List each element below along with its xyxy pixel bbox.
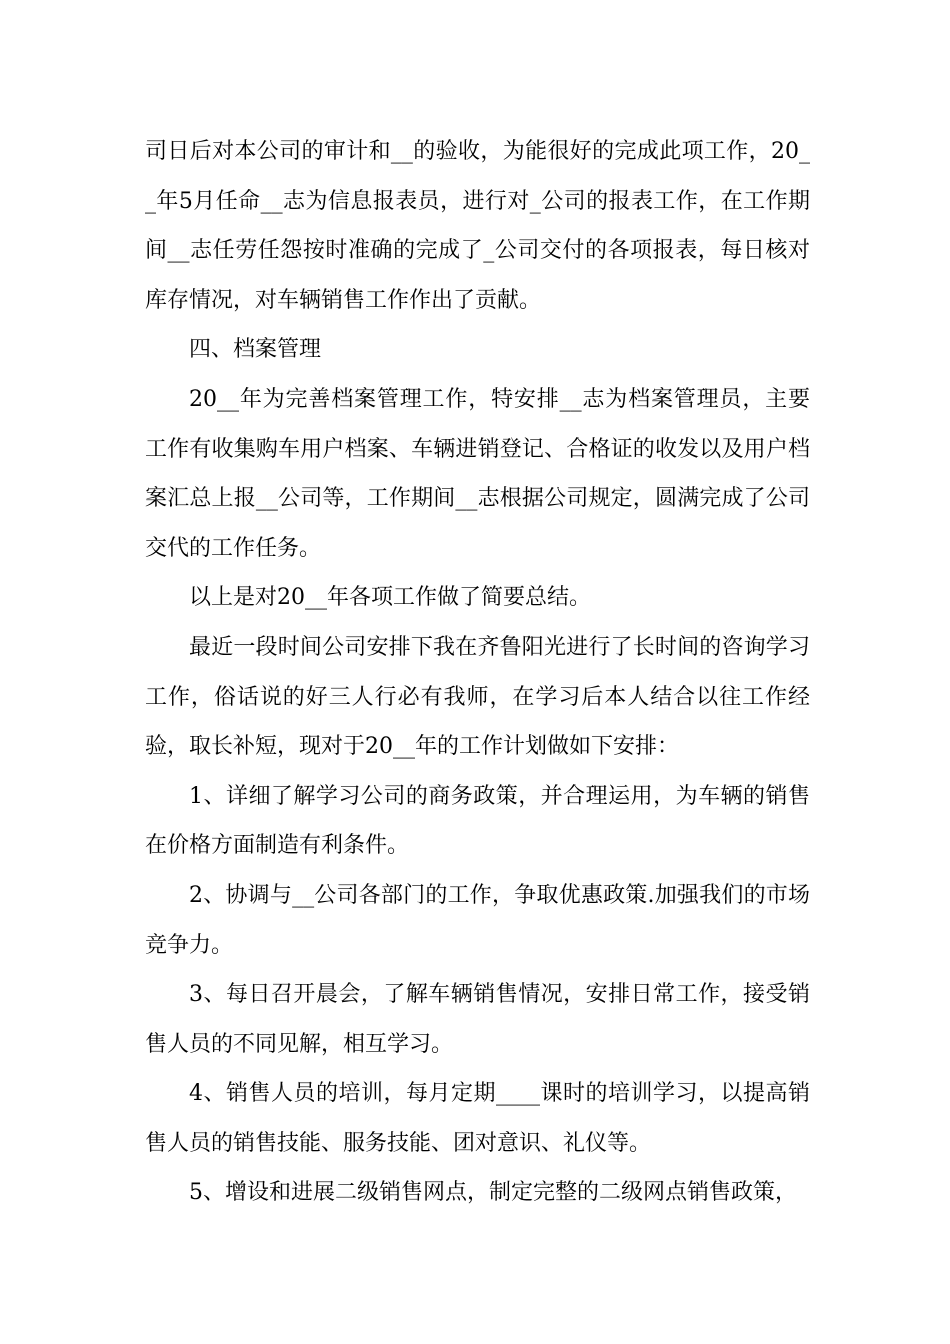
document-body — [145, 127, 810, 1218]
plan-item-2: 2、协调与__公司各部门的工作，争取优惠政策.加强我们的市场竞争力。 — [145, 882, 810, 958]
plan-item-5: 5、增设和进展二级销售网点，制定完整的二级网点销售政策， — [189, 1180, 797, 1206]
plan-item-4: 4、销售人员的培训，每月定期____课时的培训学习，以提高销售人员的销售技能、服务技能、团对意识、礼仪等。 — [145, 1081, 810, 1156]
paragraph-summary: 以上是对20__年各项工作做了简要总结。 — [189, 585, 591, 611]
plan-item-1: 1、详细了解学习公司的商务政策，并合理运用，为车辆的销售在价格方面制造有利条件。 — [145, 783, 810, 859]
paragraph-work-plan-intro: 最近一段时间公司安排下我在齐鲁阳光进行了长时间的咨询学习工作，俗话说的好三人行必有我师，在学习后本人结合以往工作经验，取长补短，现对于20__年的工作计划做如下安排： — [145, 634, 810, 760]
section-heading-archive-management: 四、档案管理 — [189, 337, 322, 363]
paragraph-continuation: 司日后对本公司的审计和__的验收，为能很好的完成此项工作，20__年5月任命__志为信息报表员，进行对_公司的报表工作，在工作期间__志任劳任怨按时准确的完成了_公司交付的各项报表，每日核对库存情况，对车辆销售工作作出了贡献。 — [145, 139, 810, 313]
plan-item-3: 3、每日召开晨会，了解车辆销售情况，安排日常工作，接受销售人员的不同见解，相互学习。 — [145, 982, 810, 1057]
paragraph-archive-management: 20__年为完善档案管理工作，特安排__志为档案管理员，主要工作有收集购车用户档案、车辆进销登记、合格证的收发以及用户档案汇总上报__公司等，工作期间__志根据公司规定，圆满完成了公司交代的工作任务。 — [145, 386, 810, 561]
